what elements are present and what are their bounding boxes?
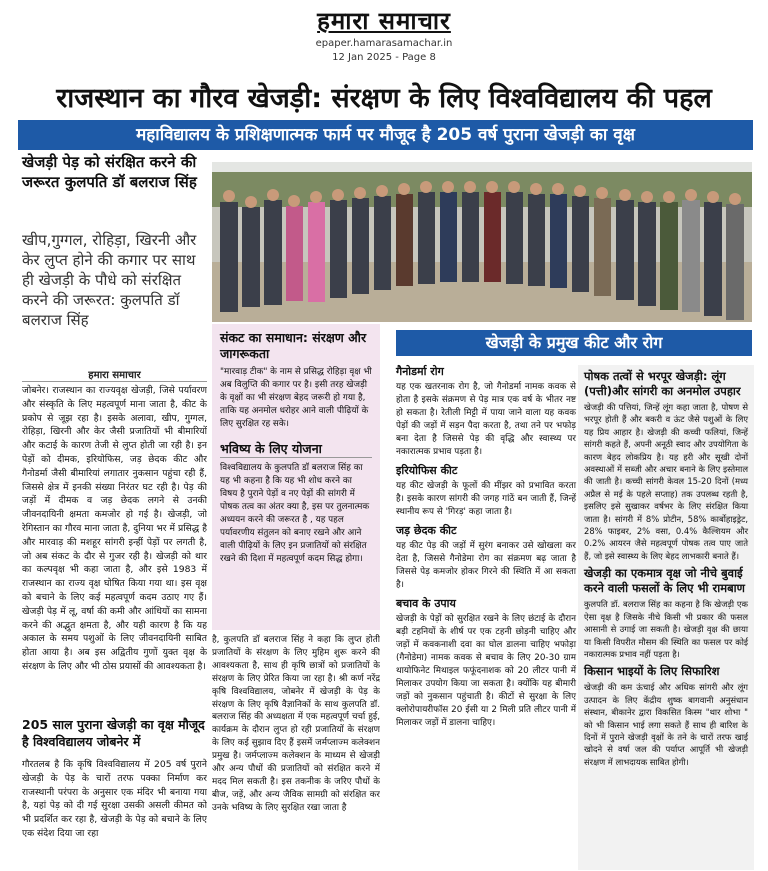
root-borer-heading: जड़ छेदक कीट: [396, 524, 457, 537]
ganoderma-text: यह एक खतरनाक रोग है, जो गैनोडर्मा नामक कवक से होता है इसके संक्रमण से पेड़ मात्र एक वर्ष के भीतर नष्ट हो सकता है। रेतीली मिट्टी में पाया जाने वाला यह कवक पेड़ों की जड़ों में सड़न पैदा करता है, तथा तने पर भफोड़ बना देता है जिससे पेड़ की वृद्धि और स्वास्थ्य पर नकारात्मक प्रभाव पड़ता है।: [396, 382, 576, 457]
epaper-url[interactable]: epaper.hamarasamachar.in: [315, 38, 453, 49]
nutrition-box: [578, 365, 754, 870]
farmer-advice-text: खेजड़ी की कम ऊंचाई और अधिक सांगरी और लूंग उत्पादन के लिए केंद्रीय शुष्क बागवानी अनुसंधान संस्थान, बीकानेर द्वारा विकसित किस्म "थार शोभा " को भी किसान भाई लगा सकते हैं साथ ही बारिश के दिनों में पुराने खेजड़ी वृक्षों के तने के चारों तरफ खाई खोदने से वर्षा जल की पर्याप्त आपूर्ति भी खेजड़ी संरक्षण में लाभदायक साबित होगी।: [584, 682, 748, 767]
newspaper-masthead: हमारा समाचार: [317, 6, 451, 35]
pests-column: [396, 360, 576, 730]
left-headline: खेजड़ी पेड़ को संरक्षित करने की जरूरत कुलपति डॉ बलराज सिंह: [22, 153, 197, 191]
prevention-text: खेजड़ी के पेड़ों को सुरक्षित रखने के लिए छंटाई के दौरान बड़ी टहनियों के शीर्ष पर एक टहनी छोड़नी चाहिए और जड़ों में कवकनाशी दवा का घोल डालना चाहिए भफोड़ा (गैनोडेमा) नामक कवक से बचाव के लिए 20-30 ग्राम थायोफिनेट मिथाइल फफूंदनाशक को 20 लीटर पानी में मिलाकर उपयोग किया जा सकता है। क्योंकि यह बीमारी जड़ों को नुकसान पहुंचाती है। कीटों से सुरक्षा के लिए क्लोरोपायरीफॉस 20 ईसी या 2 मिली प्रति लीटर पानी में मिलाकर जड़ों में डालना चाहिए।: [396, 614, 576, 728]
solution-box: [212, 324, 380, 630]
solution-text: "मारवाड़ टीक" के नाम से प्रसिद्ध रोहिड़ा वृक्ष भी अब विलुप्ति की कगार पर है। इसी तरह खेजड़ी के वृक्षों का भी संरक्षण बेहद जरूरी हो गया है, ताकि यह अनमोल धरोहर आने वाली पीढ़ियों के लिए सुरक्षित रह सके।: [220, 367, 372, 429]
root-borer-text: यह कीट पेड़ की जड़ों में सुरंग बनाकर उसे खोखला कर देता है, जिससे गैनोडेमा रोग का संक्रमण बढ़ जाता है जिससे पेड़ कमजोर होकर गिरने की स्थिति में आ सकता है।: [396, 541, 576, 590]
group-photo: [212, 162, 752, 322]
eriophyes-text: यह कीट खेजड़ी के फूलों की मींझर को प्रभावित करता है। इसके कारण सांगरी की जगह गांठें बन जाती हैं, जिन्हें स्थानीय रूप से 'गिरड़' कहा जाता है।: [396, 481, 576, 517]
future-plan-title: भविष्य के लिए योजना: [220, 441, 372, 458]
left-body-text: जोबनेर। राजस्थान का राज्यवृक्ष खेजड़ी, जिसे पर्यावरण और संस्कृति के लिए महत्वपूर्ण माना जाता है, कीट के प्रकोप से जूझ रहा है। इसके अलावा, खीप, गुग्गल, रोहिड़ा, खिरनी और केर जैसी प्रजातियों भी बीमारियों और कटाई के कारण तेजी से लुप्त होती जा रही है। इन पेड़ों को दीमक, इरियोफिस, जड़ छेदक कीट और गैनोडर्मा जैसी बीमारियां लगातार नुकसान पहुंचा रही हैं, जिससे क्षेत्र में इनकी संख्या निरंतर घट रही है। पेड़ की जड़ों में दीमक व जड़ छेदक लगने से उनकी जीवनदायिनी क्षमता कमजोर हो गई है। खेजड़ी, जो रेगिस्तान का गौरव माना जाता है, दुनिया भर में प्रसिद्ध है और मारवाड़ की मशहूर सांगरी इन्हीं पेड़ों पर लगती है, जो अब संकट के दौर से गुजर रही है। खेजड़ी को थार का कल्पवृक्ष भी कहा जाता है, और इसे 1983 में राजस्थान का राज्य वृक्ष घोषित किया गया था। इस वृक्ष को बचाने के लिए कई महत्वपूर्ण कदम उठाए गए हैं। खेजड़ी पेड़ में लू, वर्षा की कमी और आंधियों का सामना करने की अद्भुत क्षमता है, और यही कारण है कि यह अकाल के समय पशुओं के लिए जीवनदायिनी साबित होता आया है। अब इस अद्वितीय गुणों युक्त वृक्ष के संरक्षण के लिए और भी ठोस प्रयासों की आवश्यकता है।: [22, 385, 207, 672]
eriophyes-heading: इरियोफिस कीट: [396, 464, 458, 477]
left-section-heading: 205 साल पुराना खेजड़ी का वृक्ष मौजूद है विश्वविद्यालय जोबनेर में: [22, 717, 205, 749]
left-subheadline: खीप,गुग्गल, रोहिड़ा, खिरनी और केर लुप्त होने की कगार पर साथ ही खेजड़ी के पौधे को संरक्षित करने की जरूरत: कुलपति डॉ बलराज सिंह: [22, 231, 197, 329]
pests-section-banner: खेजड़ी के प्रमुख कीट और रोग: [396, 330, 752, 356]
intercrop-heading: खेजड़ी का एकमात्र वृक्ष जो नीचे बुवाई करने वाली फसलों के लिए भी रामबाण: [584, 566, 745, 596]
nutrition-heading: पोषक तत्वों से भरपूर खेजड़ी: लूंग (पत्ती)और सांगरी का अनमोल उपहार: [584, 369, 741, 398]
farmer-advice-heading: किसान भाइयों के लिए सिफारिश: [584, 664, 720, 679]
center-body-text: है, कुलपति डॉ बलराज सिंह ने कहा कि लुप्त होती प्रजातियों के संरक्षण के लिए मुहिम शुरू करने की आवश्यकता है, साथ ही कृषि छात्रों को प्रजातियों के संरक्षण के लिए प्रेरित किया जा रहा है। श्री कर्ण नरेंद्र कृषि विश्वविद्यालय, जोबनेर में खेजड़ी के पेड़ के संरक्षण के लिए कृषि वैज्ञानिकों के साथ कुलपति डॉ. बलराज सिंह की अध्यक्षता में एक महत्वपूर्ण चर्चा हुई, कार्यक्रम के दौरान लुप्त हो रही प्रजातियों के संरक्षण के लिए कई सुझाव दिए हैं इसमें जर्मप्लाज्म कलेक्शन प्रमुख है। जर्मप्लाज्म कलेक्शन के माध्यम से खेजड़ी और अन्य पौधों की प्रजातियों को संरक्षित करने में मदद मिल सकती है। इस तकनीक के जरिए पौधों के बीज, जड़ें, और अन्य जैविक सामग्री को संरक्षित कर उनके भविष्य के लिए सुरक्षित रखा जाता है: [212, 635, 380, 813]
future-plan-text: विश्वविद्यालय के कुलपति डॉ बलराज सिंह का यह भी कहना है कि यह भी शोध करने का विषय है पुराने पेड़ों व नए पेड़ों की सांगरी में पोषक तत्व का अंतर क्या है, इस पर तुलनात्मक अध्ययन करने की जरूरत है , यह पहल पर्यावरणीय संतुलन को बनाए रखने और आने वाली पीढ़ियों के लिए इन प्रजातियों को संरक्षित रखने की दिशा में महत्वपूर्ण कदम सिद्ध होगा।: [220, 463, 370, 564]
byline: हमारा समाचार: [22, 367, 207, 382]
edition-date: 12 Jan 2025 - Page 8: [332, 52, 436, 63]
prevention-heading: बचाव के उपाय: [396, 597, 456, 610]
nutrition-text: खेजड़ी की पत्तियां, जिन्हें लूंग कहा जाता है, पोषण से भरपूर होती हैं और बकरी व ऊंट जैसे पशुओं के लिए यह प्रिय आहार है। खेजड़ी की कच्ची फलियां, जिन्हें सांगरी कहते हैं, अपनी अनूठी स्वाद और उपयोगिता के कारण बेहद लोकप्रिय है। यह हरी और सूखी दोनों अवस्थाओं में सब्जी और अचार बनाने के लिए इस्तेमाल की जाती है। कच्ची सांगरी केवल 15-20 दिनों (मध्य अप्रैल से मई के पहले सप्ताह) तक उपलब्ध रहती है, इसलिए इसे सुखाकर वर्षभर के लिए संरक्षित किया जाता है। सांगरी में 8% प्रोटीन, 58% कार्बोहाइड्रेट, 28% फाइबर, 2% वसा, 0.4% कैल्शियम और 0.2% आयरन जैसे महत्वपूर्ण पोषक तत्व पाए जाते हैं, जो इसे स्वास्थ्य के लिए बेहद लाभकारी बनाते हैं।: [584, 402, 748, 561]
subheadline-banner: महाविद्यालय के प्रशिक्षणात्मक फार्म पर मौजूद है 205 वर्ष पुराना खेजड़ी का वृक्ष: [18, 120, 753, 150]
ganoderma-heading: गैनोडर्मा रोग: [396, 365, 444, 378]
main-headline: राजस्थान का गौरव खेजड़ी: संरक्षण के लिए विश्वविद्यालय की पहल: [56, 83, 712, 114]
intercrop-text: कुलपति डॉ. बलराज सिंह का कहना है कि खेजड़ी एक ऐसा वृक्ष है जिसके नीचे किसी भी प्रकार की फसल आसानी से उगाई जा सकती है। खेजड़ी वृक्ष की छाया या किसी विपरीत मौसम की स्थिति का फसल पर कोई नकारात्मक प्रभाव नहीं पड़ता है।: [584, 599, 748, 659]
solution-title: संकट का समाधान: संरक्षण और जागरूकता: [220, 330, 367, 361]
left-section-text: गौरतलब है कि कृषि विश्वविद्यालय में 205 वर्ष पुराने खेजड़ी के पेड़ के चारों तरफ पक्का निर्माण कर राजस्थानी परंपरा के अनुसार एक मंदिर भी बनाया गया है, यहां पेड़ को दी गई सुरक्षा उसकी असली कीमत को भी प्रदर्शित कर रहा है, खेजड़ी के पेड़ को बचाने के लिए एक संदेश दिया जा रहा: [22, 759, 207, 839]
